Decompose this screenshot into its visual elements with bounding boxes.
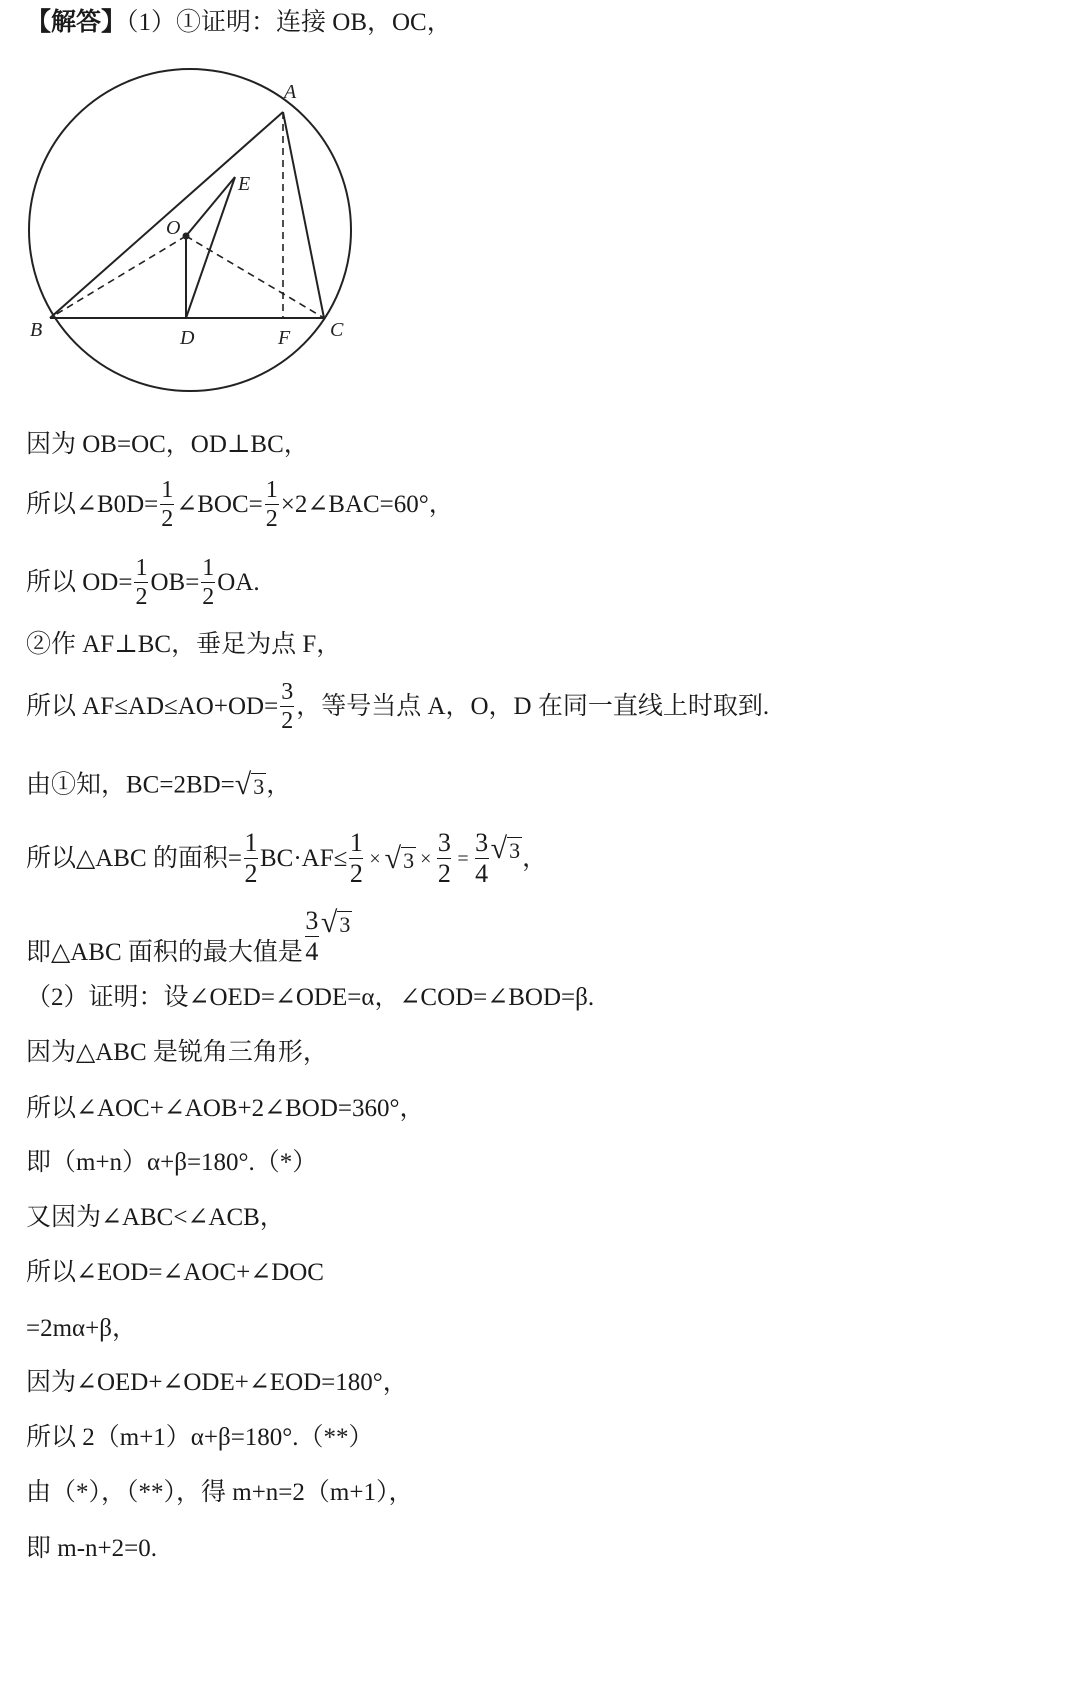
label-O: O — [166, 217, 181, 239]
proof-line-12: 即（m+n）α+β=180°.（*） — [26, 1149, 318, 1176]
label-F: F — [278, 327, 291, 349]
label-D: D — [180, 327, 195, 349]
center-point-O — [183, 233, 190, 240]
proof-line-9: （2）证明：设∠OED=∠ODE=α，∠COD=∠BOD=β. — [26, 984, 595, 1011]
segment-OB — [50, 236, 186, 318]
denominator: 2 — [265, 506, 278, 532]
heading-text: （1）①证明：连接 OB，OC， — [126, 9, 452, 36]
sqrt-three: √3 — [234, 768, 265, 801]
geometry-figure — [20, 60, 365, 405]
segment-OE — [186, 177, 235, 236]
proof-line-17: 所以 2（m+1）α+β=180°.（**） — [26, 1424, 374, 1451]
segment-OC — [186, 236, 324, 318]
denominator: 2 — [135, 584, 148, 610]
numerator: 3 — [305, 906, 319, 935]
radicand: 3 — [509, 838, 521, 864]
text-fragment: BC·AF≤ — [259, 845, 348, 872]
numerator: 3 — [281, 679, 294, 705]
fraction-half — [160, 478, 174, 531]
fraction-half — [201, 556, 215, 609]
sqrt-three: √3 — [320, 906, 351, 939]
proof-line-16: 因为∠OED+∠ODE+∠EOD=180°， — [26, 1369, 408, 1396]
denominator: 4 — [305, 937, 319, 966]
side-AC — [283, 112, 324, 318]
solution-heading — [26, 10, 452, 35]
radicand: 3 — [253, 774, 265, 799]
sqrt-three: √3 — [384, 841, 415, 875]
denominator: 2 — [349, 859, 363, 888]
proof-line-10: 因为△ABC 是锐角三角形， — [26, 1039, 328, 1066]
text-fragment: ×2∠BAC=60°， — [280, 491, 454, 518]
numerator: 1 — [202, 555, 215, 581]
radicand: 3 — [403, 847, 415, 873]
numerator: 1 — [244, 828, 258, 857]
proof-line-5 — [26, 680, 769, 733]
fraction-half — [349, 830, 363, 887]
proof-line-3 — [26, 556, 260, 609]
proof-line-19: 即 m-n+2=0. — [26, 1535, 157, 1562]
sqrt-three: √3 — [490, 832, 521, 866]
fraction-half — [134, 556, 148, 609]
radicand: 3 — [339, 912, 351, 937]
denominator: 2 — [244, 859, 258, 888]
proof-line-18: 由（*），（**），得 m+n=2（m+1）， — [26, 1479, 414, 1506]
numerator: 1 — [161, 477, 174, 503]
proof-line-8 — [26, 908, 352, 965]
fraction-half — [244, 830, 258, 887]
times-sign: × — [369, 847, 381, 870]
proof-line-7 — [26, 830, 547, 887]
label-B: B — [30, 319, 43, 341]
denominator: 4 — [475, 859, 489, 888]
text-fragment: 即△ABC 面积的最大值是 — [26, 939, 303, 966]
text-fragment: 由①知，BC=2BD= — [26, 771, 235, 799]
equals-sign: = — [457, 847, 469, 870]
text-fragment: ∠BOC= — [176, 491, 263, 518]
denominator: 2 — [437, 859, 451, 888]
proof-line-11: 所以∠AOC+∠AOB+2∠BOD=360°， — [26, 1095, 425, 1122]
proof-line-2 — [26, 478, 454, 531]
solution-label: 【解答】 — [26, 9, 127, 36]
label-C: C — [330, 319, 344, 341]
fraction-half — [265, 478, 279, 531]
numerator: 1 — [265, 477, 278, 503]
fraction-three-quarters — [305, 908, 319, 965]
times-sign: × — [420, 847, 432, 870]
text-fragment: OA. — [217, 569, 260, 596]
text-fragment: ，等号当点 A，O，D 在同一直线上时取到. — [296, 693, 770, 720]
side-AB — [50, 112, 283, 318]
text-fragment: OB= — [150, 569, 200, 596]
numerator: 3 — [437, 828, 451, 857]
numerator: 1 — [135, 555, 148, 581]
denominator: 2 — [202, 584, 215, 610]
text-fragment: 所以 OD= — [26, 569, 133, 596]
label-A: A — [284, 81, 297, 103]
fraction-three-quarters — [475, 830, 489, 887]
fraction-three-halves — [437, 830, 451, 887]
proof-line-13: 又因为∠ABC<∠ACB， — [26, 1204, 285, 1231]
proof-line-15: =2mα+β， — [26, 1315, 137, 1342]
label-E: E — [238, 173, 251, 195]
proof-line-4: ②作 AF⊥BC，垂足为点 F， — [26, 631, 342, 658]
denominator: 2 — [281, 708, 294, 734]
proof-line-1: 因为 OB=OC，OD⊥BC， — [26, 431, 309, 458]
text-fragment: ， — [522, 845, 548, 872]
text-fragment: 所以∠B0D= — [26, 491, 159, 518]
text-fragment: ， — [266, 771, 292, 799]
fraction-three-halves — [280, 680, 294, 733]
numerator: 3 — [475, 828, 489, 857]
numerator: 1 — [349, 828, 363, 857]
text-fragment: 所以△ABC 的面积= — [26, 845, 242, 872]
text-fragment: 所以 AF≤AD≤AO+OD= — [26, 693, 279, 720]
segment-ED — [186, 177, 235, 318]
proof-line-14: 所以∠EOD=∠AOC+∠DOC — [26, 1259, 324, 1286]
denominator: 2 — [161, 506, 174, 532]
proof-line-6 — [26, 770, 291, 800]
